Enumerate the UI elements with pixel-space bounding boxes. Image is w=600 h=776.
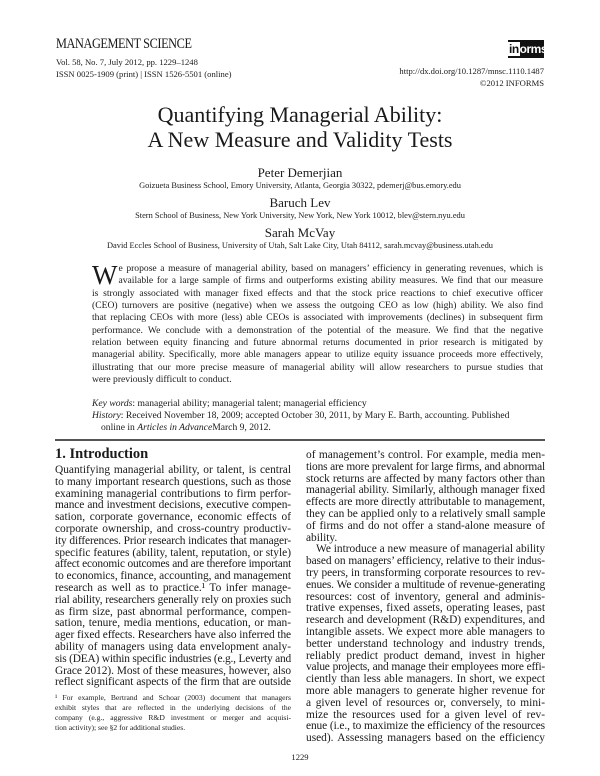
text-line: that replacing CEOs with more (less) able CEOs is associated with improvements (declines) in subsequent firm [92, 312, 543, 324]
text-line: ability. [306, 532, 338, 544]
text-line: rial ability, researchers generally rely on proxies such [55, 594, 291, 606]
author-affiliation: Goizueta Business School, Emory University, Atlanta, Georgia 30322, pdemerj@bus.emory.edu [139, 181, 461, 190]
text-line: Quantifying managerial ability, or talent, is central [55, 465, 291, 476]
footnote [55, 693, 291, 733]
text-line: e propose a measure of managerial ability, based on managers’ efficiency in generating revenues, which is [118, 263, 543, 274]
text-line: of management’s control. For example, media men- [306, 450, 545, 461]
text-line: more able managers to generate higher revenue for [306, 685, 545, 697]
text-line: research as well as to practice.¹ To infer manage- [55, 582, 291, 594]
text-line: used). Assessing managers based on the efficiency [306, 733, 545, 745]
text-line: to economics, finance, accounting, and management [55, 571, 291, 583]
articles-in-advance: Articles in Advance [137, 422, 213, 433]
text-line: ¹ For example, Bertrand and Schoar (2003) document that managers [55, 693, 291, 702]
volume-info: Vol. 58, No. 7, July 2012, pp. 1229–1248 [56, 57, 198, 67]
right-column [306, 450, 545, 745]
text-line: sation, corporate governance, economic effects of [55, 512, 291, 524]
text-line: trative expenses, fixed assets, operating leases, past [306, 603, 545, 615]
informs-logo: inorms [509, 42, 548, 56]
section-divider [55, 439, 545, 441]
keywords-label: Key words [92, 398, 133, 409]
text-line: managerial ability. Similarly, although manager fixed [306, 485, 545, 497]
text-line: enues. We consider a multitude of revenue-generating [306, 579, 545, 591]
text-line: based on managers’ efficiency, relative to their indus- [306, 556, 545, 568]
left-column [55, 465, 291, 689]
text-line: illustrating that our more precise measure of managerial ability will allow researchers to pursue studies that [92, 361, 543, 373]
text-line: enue (i.e., to maximize the efficiency of the resources [306, 721, 545, 733]
text-line: sation, tenure, media mentions, education, or man- [55, 618, 291, 630]
author-name: Baruch Lev [269, 195, 331, 210]
history-text: online in [101, 422, 138, 433]
text-line: managerial ability. Specifically, more able managers appear to utilize equity issuance proceeds more effectively, [92, 349, 543, 361]
keywords-text: : managerial ability; managerial talent; managerial efficiency [132, 398, 367, 409]
page-number: 1229 [291, 752, 309, 762]
history-text: : Received November 18, 2009; accepted October 30, 2011, by Mary E. Barth, accounting. Published [120, 410, 510, 421]
text-line: better understand technology and industry trends, [306, 638, 545, 650]
author-affiliation: Stern School of Business, New York University, New York, New York 10012, blev@stern.nyu.edu [135, 211, 465, 220]
text-line: try peers, in transforming corporate resources to rev- [306, 567, 545, 579]
text-line: Grace 2012). Most of these measures, however, also [55, 665, 291, 677]
paper-title-line-2: A New Measure and Validity Tests [147, 127, 453, 152]
text-line: were previously difficult to conduct. [92, 374, 232, 386]
text-line: mize the resources used for a given level of rev- [306, 709, 545, 721]
text-line: We introduce a new measure of managerial ability [316, 544, 545, 556]
text-line: of firms and do not offer a stand-alone measure of [306, 520, 545, 532]
issn-info: ISSN 0025-1909 (print) | ISSN 1526-5501 (online) [56, 69, 232, 79]
text-line: intangible assets. We expect more able managers to [306, 626, 545, 638]
text-line: ity differences. Prior research indicates that manager- [55, 535, 291, 547]
history-continued [101, 422, 271, 434]
text-line: specific features (ability, talent, reputation, or style) [55, 547, 291, 559]
text-line: affect economic outcomes and are therefore important [55, 559, 291, 571]
history-text: March 9, 2012. [212, 422, 271, 433]
journal-name: MANAGEMENT SCIENCE [56, 36, 192, 52]
author-affiliation: David Eccles School of Business, University of Utah, Salt Lake City, Utah 84112, sarah.mcvay@business.utah.edu [107, 241, 493, 250]
author-name: Peter Demerjian [257, 165, 343, 180]
text-line: stock returns are affected by many factors other than [306, 473, 545, 485]
text-line: ager fixed effects. Researchers have also inferred the [55, 630, 291, 642]
text-line: (CEO) turnovers are positive (negative) when we assess the outgoing CEO as low (high) ability. We also find [92, 300, 543, 312]
section-heading-introduction: 1. Introduction [55, 446, 149, 462]
text-line: performance. We conclude with a demonstration of the potential of the measure. We find that the negative [92, 324, 543, 336]
history-label: History [92, 410, 121, 421]
paper-title-line-1: Quantifying Managerial Ability: [157, 102, 443, 127]
text-line: ability of managers using data envelopment analy- [55, 641, 291, 653]
text-line: examining managerial contributions to firm perfor- [55, 488, 291, 500]
text-line: tion activity); see §2 for additional studies. [55, 723, 186, 732]
text-line: mance and investment decisions, executive compen- [55, 500, 291, 512]
text-line: effects are more directly attributable to management, [306, 497, 545, 509]
text-line: to many important research questions, such as those [55, 476, 291, 488]
text-line: as firm size, past abnormal performance, compen- [55, 606, 291, 618]
text-line: company (e.g., aggressive R&D investment or merger and acquisi- [55, 713, 291, 722]
copyright: ©2012 INFORMS [479, 78, 544, 88]
text-line: value projects, and manage their employees more effi- [306, 662, 545, 674]
abstract [92, 260, 543, 386]
text-line: available for a large sample of firms and outperforms existing ability measures. We find that our measure [118, 275, 543, 287]
text-line: relation between equity financing and future abnormal returns documented in prior research is mitigated by [92, 337, 543, 349]
history [92, 410, 509, 422]
text-line: is strongly associated with manager fixed effects and that the stock price reactions to chief executive officer [92, 287, 543, 299]
text-line: a given level of resources or, conversely, to mini- [306, 697, 545, 709]
text-line: resources: cost of inventory, general and adminis- [306, 591, 545, 603]
abstract-dropcap: W [92, 260, 118, 290]
text-line: reflect significant aspects of the firm that are outside [55, 677, 291, 689]
text-line: sis (DEA) within specific industries (e.g., Leverty and [55, 653, 291, 665]
text-line: research and development (R&D) expenditures, and [306, 615, 545, 627]
text-line: reliably predict product demand, invest in higher [306, 650, 545, 662]
doi-link[interactable]: http://dx.doi.org/10.1287/mnsc.1110.1487 [399, 66, 544, 76]
text-line: exhibit styles that are reflected in the underlying decisions of the [55, 703, 291, 712]
author-name: Sarah McVay [264, 225, 336, 240]
keywords [92, 398, 367, 410]
text-line: ciently than less able managers. In short, we expect [306, 674, 545, 686]
text-line: tions are more prevalent for large firms, and abnormal [306, 461, 545, 473]
text-line: they can be applied only to a relatively small sample [306, 508, 545, 520]
text-line: corporate ownership, and cross-country productiv- [55, 523, 291, 535]
